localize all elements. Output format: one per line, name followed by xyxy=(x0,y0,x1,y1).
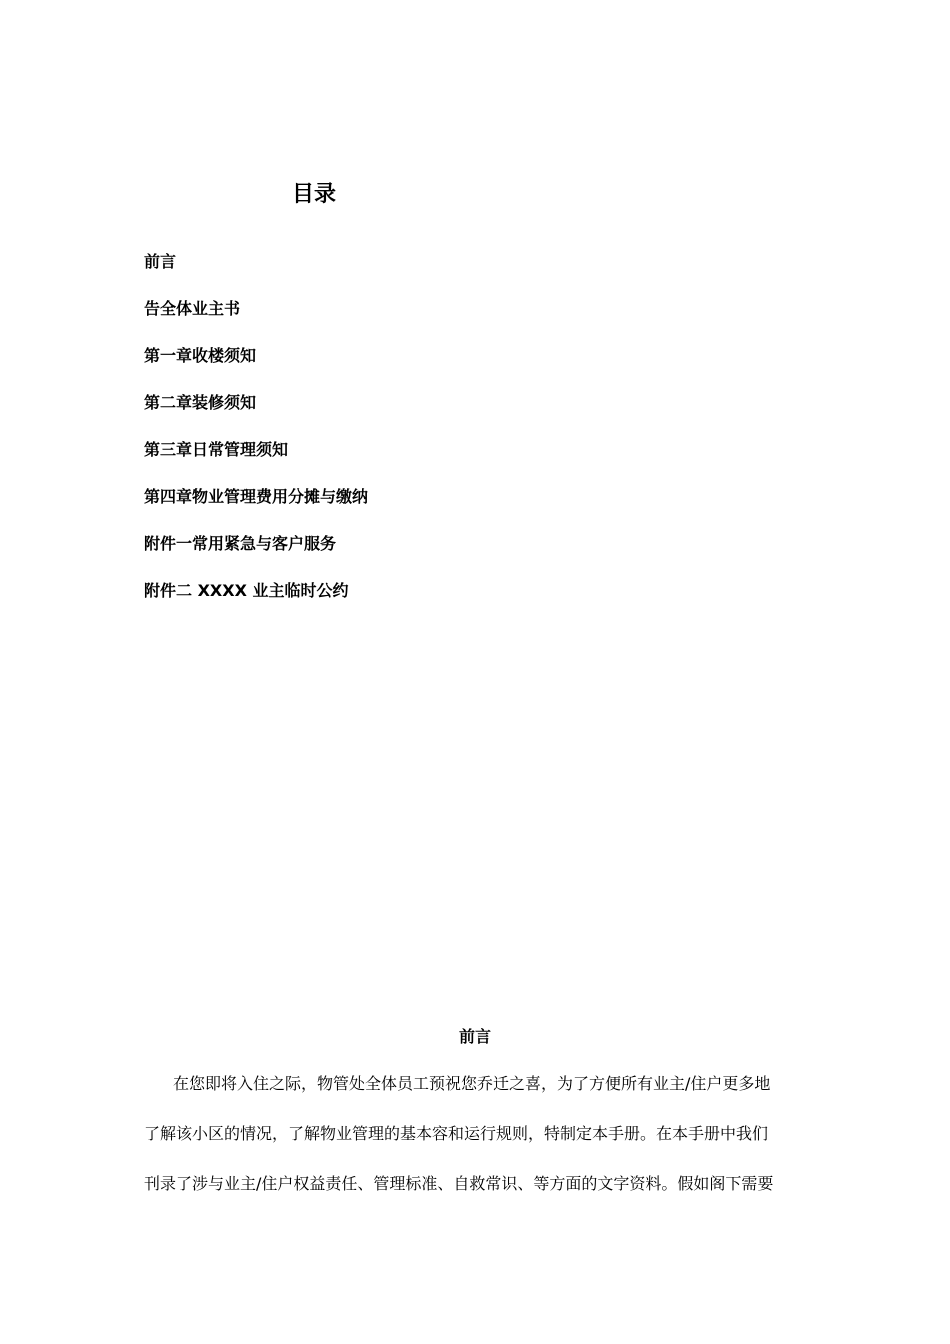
toc-item-chapter-4: 第四章物业管理费用分摊与缴纳 xyxy=(144,487,369,506)
toc-item-preface: 前言 xyxy=(144,252,177,271)
toc-item-appendix-1: 附件一常用紧急与客户服务 xyxy=(144,534,337,553)
preface-heading: 前言 xyxy=(458,1027,491,1046)
toc-item-chapter-2: 第二章装修须知 xyxy=(144,393,257,412)
toc-item-chapter-1: 第一章收楼须知 xyxy=(144,346,257,365)
toc-title: 目录 xyxy=(292,182,337,207)
toc-item-chapter-3: 第三章日常管理须知 xyxy=(144,440,289,459)
toc-list xyxy=(144,248,368,624)
preface-line: 在您即将入住之际，物管处全体员工预祝您乔迁之喜，为了方便所有业主/住户更多地 xyxy=(173,1074,771,1093)
preface-line: 刊录了涉与业主/住户权益责任、管理标准、自救常识、等方面的文字资料。假如阁下需要 xyxy=(144,1174,774,1193)
preface-body xyxy=(144,1068,812,1218)
toc-item-letter-to-owners: 告全体业主书 xyxy=(144,299,241,318)
preface-line: 了解该小区的情况，了解物业管理的基本容和运行规则，特制定本手册。在本手册中我们 xyxy=(144,1124,769,1143)
toc-item-appendix-2: 附件二 XXXX 业主临时公约 xyxy=(144,581,349,600)
